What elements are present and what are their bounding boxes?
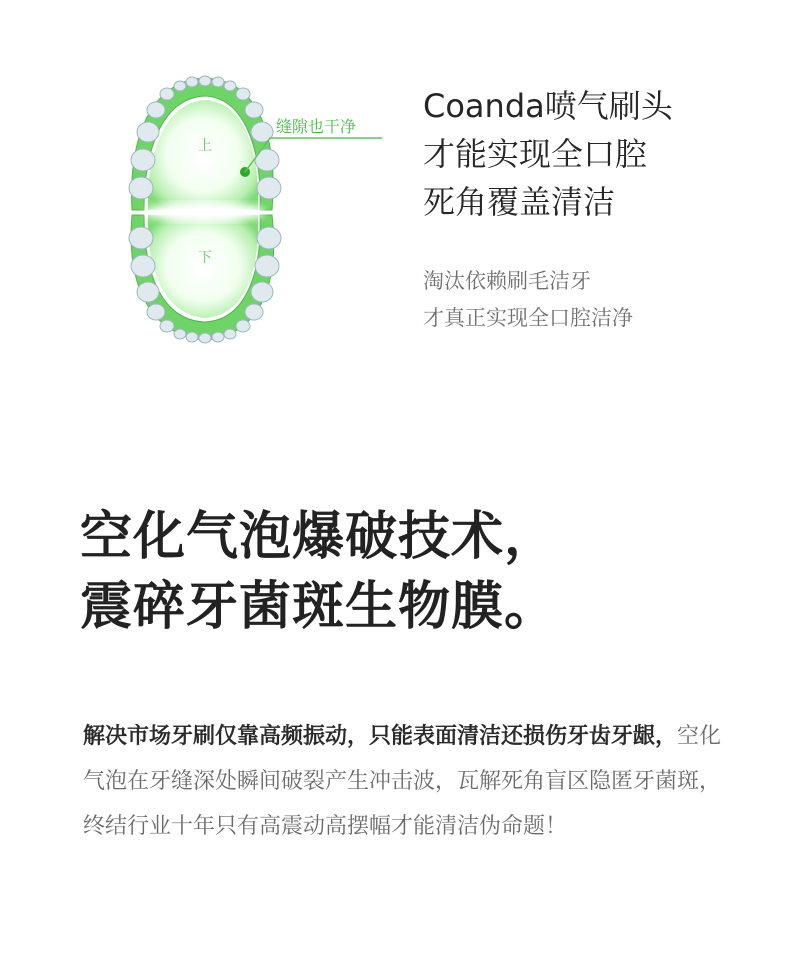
headline [80,502,770,642]
feature-title-line-2: 才能实现全口腔 [423,135,648,173]
description-lead: 解决市场牙刷仅靠高频振动，只能表面清洁还损伤牙齿牙龈， [83,724,678,749]
upper-label: 上 [198,138,212,154]
feature-subtitle-line-1: 淘汰依赖刷毛洁牙 [423,269,591,293]
feature-title-line-3: 死角覆盖清洁 [423,183,616,221]
feature-subtitle [423,263,753,337]
feature-subtitle-line-2: 才真正实现全口腔洁净 [423,306,633,330]
headline-line-1: 空化气泡爆破技术， [80,507,558,567]
lower-label: 下 [198,250,212,266]
callout-label: 缝隙也干净 [276,117,357,136]
headline-line-2: 震碎牙菌斑生物膜。 [80,577,558,637]
description-rest: 空化气泡在牙缝深处瞬间破裂产生冲击波，瓦解死角盲区隐匿牙菌斑，终结行业十年只有高震动高摆幅才能清洁伪命题！ [83,724,722,839]
feature-title-line-1: Coanda喷气刷头 [423,87,673,125]
feature-title [423,82,773,226]
description-paragraph [83,714,723,849]
dental-arch-diagram [110,70,400,355]
